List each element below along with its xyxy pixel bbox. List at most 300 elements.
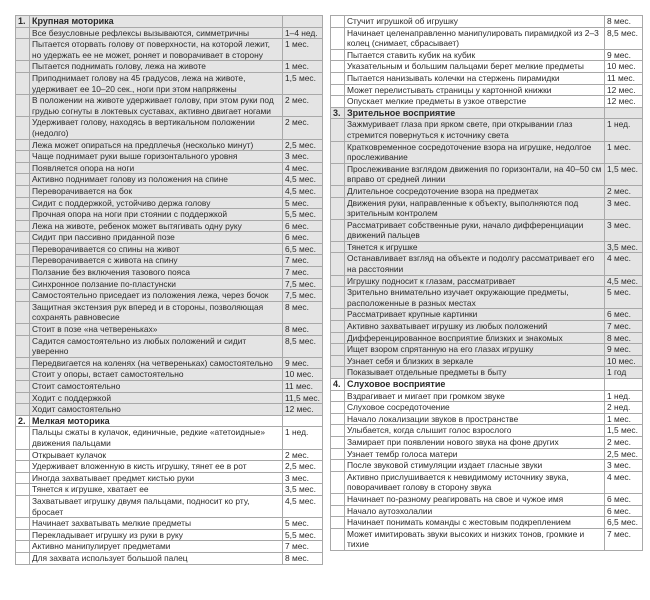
milestone-row: [16, 232, 323, 244]
milestone-age: 4 мес.: [283, 162, 323, 174]
milestone-age: 7 мес.: [605, 321, 643, 333]
milestone-row: [16, 117, 323, 139]
row-number-cell: [331, 96, 345, 108]
milestone-age: 2 мес.: [283, 117, 323, 139]
milestone-row: [16, 392, 323, 404]
milestone-text: Появляется опора на ноги: [30, 162, 283, 174]
milestone-text: Опускает мелкие предметы в узкое отверстие: [345, 96, 605, 108]
milestone-text: Прослеживание взглядом движения по горизонтали, на 40–50 см вправо от средней линии: [345, 163, 605, 185]
section-title: Слуховое восприятие: [345, 379, 605, 391]
row-number-cell: [16, 472, 30, 484]
row-number-cell: [331, 241, 345, 253]
milestone-age: 11 мес.: [605, 72, 643, 84]
milestone-age: 12 мес.: [283, 404, 323, 416]
section-age-cell: [605, 107, 643, 119]
milestone-text: Самостоятельно приседает из положения лежа, через бочок: [30, 290, 283, 302]
milestone-row: [331, 505, 643, 517]
row-number-cell: [16, 324, 30, 336]
row-number-cell: [16, 185, 30, 197]
milestone-age: 1,5 мес.: [605, 163, 643, 185]
milestone-row: [16, 278, 323, 290]
right-table-body: [331, 16, 643, 551]
milestone-text: Защитная экстензия рук вперед и в стороны, позволяющая сохранять равновесие: [30, 301, 283, 323]
row-number-cell: [16, 151, 30, 163]
milestone-text: Движения руки, направленные к объекту, выполняются под зрительным контролем: [345, 197, 605, 219]
milestone-age: 3 мес.: [283, 151, 323, 163]
row-number-cell: [331, 61, 345, 73]
milestone-age: 6,5 мес.: [283, 243, 323, 255]
milestone-text: Сидит с поддержкой, устойчиво держа голову: [30, 197, 283, 209]
milestone-row: [331, 185, 643, 197]
row-number-cell: [331, 460, 345, 472]
milestone-text: Указательным и большим пальцами берет мелкие предметы: [345, 61, 605, 73]
milestone-row: [331, 61, 643, 73]
row-number-cell: [16, 357, 30, 369]
milestone-row: [16, 255, 323, 267]
milestone-age: 7 мес.: [283, 267, 323, 279]
milestone-row: [331, 448, 643, 460]
milestone-text: Начало аутоэхолалии: [345, 505, 605, 517]
milestone-age: 10 мес.: [605, 61, 643, 73]
row-number-cell: [331, 528, 345, 550]
milestone-age: 10 мес.: [605, 355, 643, 367]
milestone-row: [331, 425, 643, 437]
row-number-cell: [331, 49, 345, 61]
row-number-cell: [16, 449, 30, 461]
milestone-text: Дифференцированное восприятие близких и знакомых: [345, 332, 605, 344]
milestone-age: 8 мес.: [605, 16, 643, 28]
milestone-age: 6 мес.: [605, 493, 643, 505]
milestone-text: Начинает целенаправленно манипулировать пирамидкой из 2–3 колец (снимает, сбрасывает): [345, 27, 605, 49]
row-number-cell: [331, 367, 345, 379]
left-table-body: [16, 16, 323, 565]
row-number-cell: [16, 495, 30, 517]
section-number: 1.: [16, 16, 30, 28]
milestone-row: [331, 119, 643, 141]
milestone-row: [16, 162, 323, 174]
milestone-age: 11,5 мес.: [283, 392, 323, 404]
milestone-text: Рассматривает крупные картинки: [345, 309, 605, 321]
milestone-row: [16, 357, 323, 369]
row-number-cell: [331, 141, 345, 163]
milestone-age: 3 мес.: [283, 472, 323, 484]
milestone-row: [16, 72, 323, 94]
milestone-row: [16, 541, 323, 553]
milestone-age: 8,5 мес.: [605, 27, 643, 49]
milestone-row: [331, 344, 643, 356]
milestone-text: Останавливает взгляд на объекте и подолгу рассматривает его на расстоянии: [345, 253, 605, 275]
section-title: Крупная моторика: [30, 16, 283, 28]
milestone-age: 1,5 мес.: [283, 72, 323, 94]
milestone-text: Может перелистывать страницы у картонной книжки: [345, 84, 605, 96]
milestone-age: 11 мес.: [283, 381, 323, 393]
milestone-text: Показывает отдельные предметы в быту: [345, 367, 605, 379]
milestone-row: [331, 528, 643, 550]
milestone-text: Чаще поднимает руки выше горизонтального уровня: [30, 151, 283, 163]
milestone-text: Замирает при появлении нового звука на фоне других: [345, 436, 605, 448]
milestone-age: 1 мес.: [605, 141, 643, 163]
row-number-cell: [16, 529, 30, 541]
section-header-row: [16, 415, 323, 427]
section-header-row: [16, 16, 323, 28]
milestone-age: 6 мес.: [283, 232, 323, 244]
milestone-row: [331, 163, 643, 185]
milestone-age: 4,5 мес.: [283, 174, 323, 186]
milestone-age: 1,5 мес.: [605, 425, 643, 437]
milestone-text: Рассматривает собственные руки, начало дифференциации движений пальцев: [345, 219, 605, 241]
row-number-cell: [16, 243, 30, 255]
milestone-row: [16, 174, 323, 186]
row-number-cell: [331, 27, 345, 49]
milestone-age: 4 мес.: [605, 471, 643, 493]
section-number: 4.: [331, 379, 345, 391]
milestone-age: 8 мес.: [283, 324, 323, 336]
milestone-age: 1 мес.: [605, 413, 643, 425]
development-table-right: [330, 15, 643, 551]
milestone-text: Слуховое сосредоточение: [345, 402, 605, 414]
row-number-cell: [16, 381, 30, 393]
milestone-age: 5,5 мес.: [283, 529, 323, 541]
milestone-row: [331, 517, 643, 529]
milestone-text: Активно захватывает игрушку из любых положений: [345, 321, 605, 333]
milestone-age: 6 мес.: [605, 309, 643, 321]
milestone-text: Активно поднимает голову из положения на спине: [30, 174, 283, 186]
milestone-row: [331, 96, 643, 108]
milestone-row: [16, 209, 323, 221]
milestone-row: [16, 197, 323, 209]
milestone-row: [16, 529, 323, 541]
milestone-text: Начинает по-разному реагировать на свое и чужое имя: [345, 493, 605, 505]
row-number-cell: [16, 197, 30, 209]
row-number-cell: [331, 517, 345, 529]
milestone-text: Пытается нанизывать колечки на стержень пирамидки: [345, 72, 605, 84]
milestone-text: Длительное сосредоточение взора на предметах: [345, 185, 605, 197]
row-number-cell: [331, 185, 345, 197]
milestone-row: [331, 355, 643, 367]
milestone-row: [16, 27, 323, 39]
section-number: 2.: [16, 415, 30, 427]
milestone-row: [331, 241, 643, 253]
milestone-age: 7,5 мес.: [283, 290, 323, 302]
milestone-text: Иногда захватывает предмет кистью руки: [30, 472, 283, 484]
milestone-age: 8 мес.: [605, 332, 643, 344]
row-number-cell: [331, 197, 345, 219]
milestone-row: [16, 472, 323, 484]
row-number-cell: [331, 72, 345, 84]
milestone-age: 6 мес.: [283, 220, 323, 232]
milestone-age: 3 мес.: [605, 197, 643, 219]
milestone-row: [16, 39, 323, 61]
milestone-age: 2,5 мес.: [605, 448, 643, 460]
milestone-age: 12 мес.: [605, 96, 643, 108]
milestone-row: [16, 461, 323, 473]
milestone-age: 3 мес.: [605, 219, 643, 241]
milestone-row: [331, 84, 643, 96]
milestone-row: [16, 449, 323, 461]
milestone-age: 6,5 мес.: [605, 517, 643, 529]
milestone-age: 2,5 мес.: [283, 139, 323, 151]
milestone-text: Пытается ставить кубик на кубик: [345, 49, 605, 61]
row-number-cell: [16, 541, 30, 553]
milestone-row: [16, 139, 323, 151]
milestone-age: 8 мес.: [283, 301, 323, 323]
milestone-age: 5,5 мес.: [283, 209, 323, 221]
milestone-row: [16, 151, 323, 163]
milestone-text: Передвигается на коленях (на четвереньках) самостоятельно: [30, 357, 283, 369]
section-header-row: [331, 379, 643, 391]
milestone-row: [16, 324, 323, 336]
milestone-text: Сидит при пассивно приданной позе: [30, 232, 283, 244]
milestone-age: 4,5 мес.: [283, 495, 323, 517]
row-number-cell: [16, 95, 30, 117]
row-number-cell: [331, 332, 345, 344]
milestone-text: Перекладывает игрушку из руки в руку: [30, 529, 283, 541]
milestone-row: [16, 369, 323, 381]
milestone-text: Лежа может опираться на предплечья (несколько минут): [30, 139, 283, 151]
row-number-cell: [331, 309, 345, 321]
milestone-text: Удерживает голову, находясь в вертикальном положении (недолго): [30, 117, 283, 139]
milestone-text: Садится самостоятельно из любых положений и сидит уверенно: [30, 335, 283, 357]
milestone-row: [331, 16, 643, 28]
row-number-cell: [331, 119, 345, 141]
milestone-age: 7 мес.: [605, 528, 643, 550]
milestone-text: Может имитировать звуки высоких и низких тонов, громкие и тихие: [345, 528, 605, 550]
milestone-row: [331, 321, 643, 333]
milestone-text: Узнает себя и близких в зеркале: [345, 355, 605, 367]
milestone-text: Узнает тембр голоса матери: [345, 448, 605, 460]
section-header-row: [331, 107, 643, 119]
milestone-row: [16, 427, 323, 449]
milestone-text: Пальцы сжаты в кулачок, единичные, редкие «атетоидные» движения пальцами: [30, 427, 283, 449]
row-number-cell: [331, 355, 345, 367]
milestone-age: 4 мес.: [605, 253, 643, 275]
row-number-cell: [16, 404, 30, 416]
row-number-cell: [331, 436, 345, 448]
row-number-cell: [16, 335, 30, 357]
milestone-text: Все безусловные рефлексы вызываются, симметричны: [30, 27, 283, 39]
row-number-cell: [331, 275, 345, 287]
section-title: Мелкая моторика: [30, 415, 283, 427]
row-number-cell: [16, 267, 30, 279]
milestone-row: [16, 95, 323, 117]
row-number-cell: [16, 552, 30, 564]
milestone-text: Тянется к игрушке, хватает ее: [30, 484, 283, 496]
row-number-cell: [331, 321, 345, 333]
milestone-text: Ходит самостоятельно: [30, 404, 283, 416]
row-number-cell: [331, 425, 345, 437]
milestone-text: Переворачивается с живота на спину: [30, 255, 283, 267]
milestone-row: [331, 332, 643, 344]
row-number-cell: [16, 484, 30, 496]
milestone-text: Кратковременное сосредоточение взора на игрушке, недолгое прослеживание: [345, 141, 605, 163]
row-number-cell: [331, 413, 345, 425]
milestone-text: Переворачивается со спины на живот: [30, 243, 283, 255]
milestone-text: Зажмуривает глаза при ярком свете, при открывании глаз стремится повернуться к источнику света: [345, 119, 605, 141]
milestone-age: 1 нед.: [605, 119, 643, 141]
row-number-cell: [331, 344, 345, 356]
milestone-row: [331, 493, 643, 505]
milestone-row: [331, 27, 643, 49]
section-number: 3.: [331, 107, 345, 119]
milestone-row: [331, 275, 643, 287]
section-title: Зрительное восприятие: [345, 107, 605, 119]
milestone-age: 8 мес.: [283, 552, 323, 564]
row-number-cell: [16, 39, 30, 61]
row-number-cell: [16, 72, 30, 94]
milestone-row: [331, 436, 643, 448]
milestone-row: [16, 335, 323, 357]
milestone-row: [16, 220, 323, 232]
milestone-age: 7 мес.: [283, 255, 323, 267]
milestone-age: 9 мес.: [283, 357, 323, 369]
row-number-cell: [331, 253, 345, 275]
milestone-text: Улыбается, когда слышит голос взрослого: [345, 425, 605, 437]
milestone-row: [331, 219, 643, 241]
milestone-age: 4,5 мес.: [605, 275, 643, 287]
milestone-age: 1 нед.: [283, 427, 323, 449]
milestone-text: Стучит игрушкой об игрушку: [345, 16, 605, 28]
row-number-cell: [16, 232, 30, 244]
milestone-text: Тянется к игрушке: [345, 241, 605, 253]
milestone-row: [331, 471, 643, 493]
milestone-age: 1 мес.: [283, 61, 323, 73]
row-number-cell: [16, 518, 30, 530]
development-table-left: [15, 15, 323, 565]
row-number-cell: [16, 27, 30, 39]
row-number-cell: [16, 61, 30, 73]
section-age-cell: [283, 16, 323, 28]
milestone-row: [16, 552, 323, 564]
milestone-text: В положении на животе удерживает голову, при этом руки под грудью согнуты в локтевых суставах, активно двигает ногами: [30, 95, 283, 117]
milestone-age: 12 мес.: [605, 84, 643, 96]
milestone-text: Пытается оторвать голову от поверхности, на которой лежит, но удержать ее не может, роняет и поворачивает в сторону: [30, 39, 283, 61]
row-number-cell: [16, 461, 30, 473]
section-age-cell: [283, 415, 323, 427]
milestone-text: Активно манипулирует предметами: [30, 541, 283, 553]
milestone-row: [16, 301, 323, 323]
milestone-text: Игрушку подносит к глазам, рассматривает: [345, 275, 605, 287]
row-number-cell: [16, 392, 30, 404]
milestone-age: 9 мес.: [605, 344, 643, 356]
row-number-cell: [16, 369, 30, 381]
milestone-age: 8,5 мес.: [283, 335, 323, 357]
milestone-age: 2 мес.: [283, 449, 323, 461]
milestone-text: Вздрагивает и мигает при громком звуке: [345, 390, 605, 402]
row-number-cell: [16, 301, 30, 323]
milestone-text: Ищет взором спрятанную на его глазах игрушку: [345, 344, 605, 356]
row-number-cell: [16, 209, 30, 221]
milestone-text: Лежа на животе, ребенок может вытягивать одну руку: [30, 220, 283, 232]
milestone-row: [331, 402, 643, 414]
row-number-cell: [331, 287, 345, 309]
milestone-age: 1 мес.: [283, 39, 323, 61]
row-number-cell: [16, 117, 30, 139]
row-number-cell: [331, 493, 345, 505]
row-number-cell: [331, 505, 345, 517]
row-number-cell: [331, 390, 345, 402]
milestone-age: 1–4 нед.: [283, 27, 323, 39]
milestone-age: 9 мес.: [605, 49, 643, 61]
milestone-age: 5 мес.: [283, 197, 323, 209]
milestone-row: [331, 460, 643, 472]
milestone-row: [331, 141, 643, 163]
milestone-row: [16, 404, 323, 416]
milestone-age: 3 мес.: [605, 460, 643, 472]
milestone-row: [16, 381, 323, 393]
milestone-text: Приподнимает голову на 45 градусов, лежа на животе, удерживает ее 10–20 сек., ноги при этом напряжены: [30, 72, 283, 94]
milestone-age: 10 мес.: [283, 369, 323, 381]
milestone-age: 2,5 мес.: [283, 461, 323, 473]
row-number-cell: [331, 219, 345, 241]
row-number-cell: [331, 471, 345, 493]
milestone-row: [16, 243, 323, 255]
milestone-text: Захватывает игрушку двумя пальцами, подносит ко рту, бросает: [30, 495, 283, 517]
row-number-cell: [331, 448, 345, 460]
milestone-row: [16, 495, 323, 517]
row-number-cell: [331, 163, 345, 185]
milestone-row: [331, 197, 643, 219]
milestone-text: Стоит у опоры, встает самостоятельно: [30, 369, 283, 381]
row-number-cell: [16, 278, 30, 290]
milestone-row: [16, 185, 323, 197]
row-number-cell: [16, 174, 30, 186]
milestone-age: 5 мес.: [605, 287, 643, 309]
milestone-age: 3,5 мес.: [283, 484, 323, 496]
milestone-age: 1 год: [605, 367, 643, 379]
milestone-age: 7 мес.: [283, 541, 323, 553]
milestone-text: Начинает понимать команды с жестовым подкреплением: [345, 517, 605, 529]
milestone-row: [16, 61, 323, 73]
milestone-text: Для захвата использует большой палец: [30, 552, 283, 564]
milestone-row: [16, 484, 323, 496]
milestone-row: [16, 290, 323, 302]
row-number-cell: [16, 162, 30, 174]
milestone-age: 7,5 мес.: [283, 278, 323, 290]
milestone-text: Синхронное ползание по-пластунски: [30, 278, 283, 290]
row-number-cell: [16, 427, 30, 449]
milestone-row: [331, 413, 643, 425]
milestone-text: После звуковой стимуляции издает гласные звуки: [345, 460, 605, 472]
milestone-row: [331, 390, 643, 402]
milestone-text: Открывает кулачок: [30, 449, 283, 461]
milestone-row: [331, 253, 643, 275]
milestone-text: Стоит самостоятельно: [30, 381, 283, 393]
milestone-text: Ползание без включения тазового пояса: [30, 267, 283, 279]
row-number-cell: [16, 290, 30, 302]
milestone-text: Стоит в позе «на четвереньках»: [30, 324, 283, 336]
milestone-row: [16, 518, 323, 530]
milestone-text: Удерживает вложенную в кисть игрушку, тянет ее в рот: [30, 461, 283, 473]
milestone-age: 5 мес.: [283, 518, 323, 530]
milestone-age: 1 нед.: [605, 390, 643, 402]
milestone-row: [331, 72, 643, 84]
milestone-age: 2 нед.: [605, 402, 643, 414]
milestone-age: 2 мес.: [283, 95, 323, 117]
milestone-age: 4,5 мес.: [283, 185, 323, 197]
row-number-cell: [331, 84, 345, 96]
milestone-text: Начинает захватывать мелкие предметы: [30, 518, 283, 530]
milestone-text: Зрительно внимательно изучает окружающие предметы, расположенные в разных местах: [345, 287, 605, 309]
row-number-cell: [16, 255, 30, 267]
section-age-cell: [605, 379, 643, 391]
milestone-age: 2 мес.: [605, 185, 643, 197]
row-number-cell: [16, 139, 30, 151]
milestone-text: Начало локализации звуков в пространстве: [345, 413, 605, 425]
milestone-row: [331, 49, 643, 61]
row-number-cell: [331, 402, 345, 414]
row-number-cell: [331, 16, 345, 28]
milestone-row: [331, 287, 643, 309]
